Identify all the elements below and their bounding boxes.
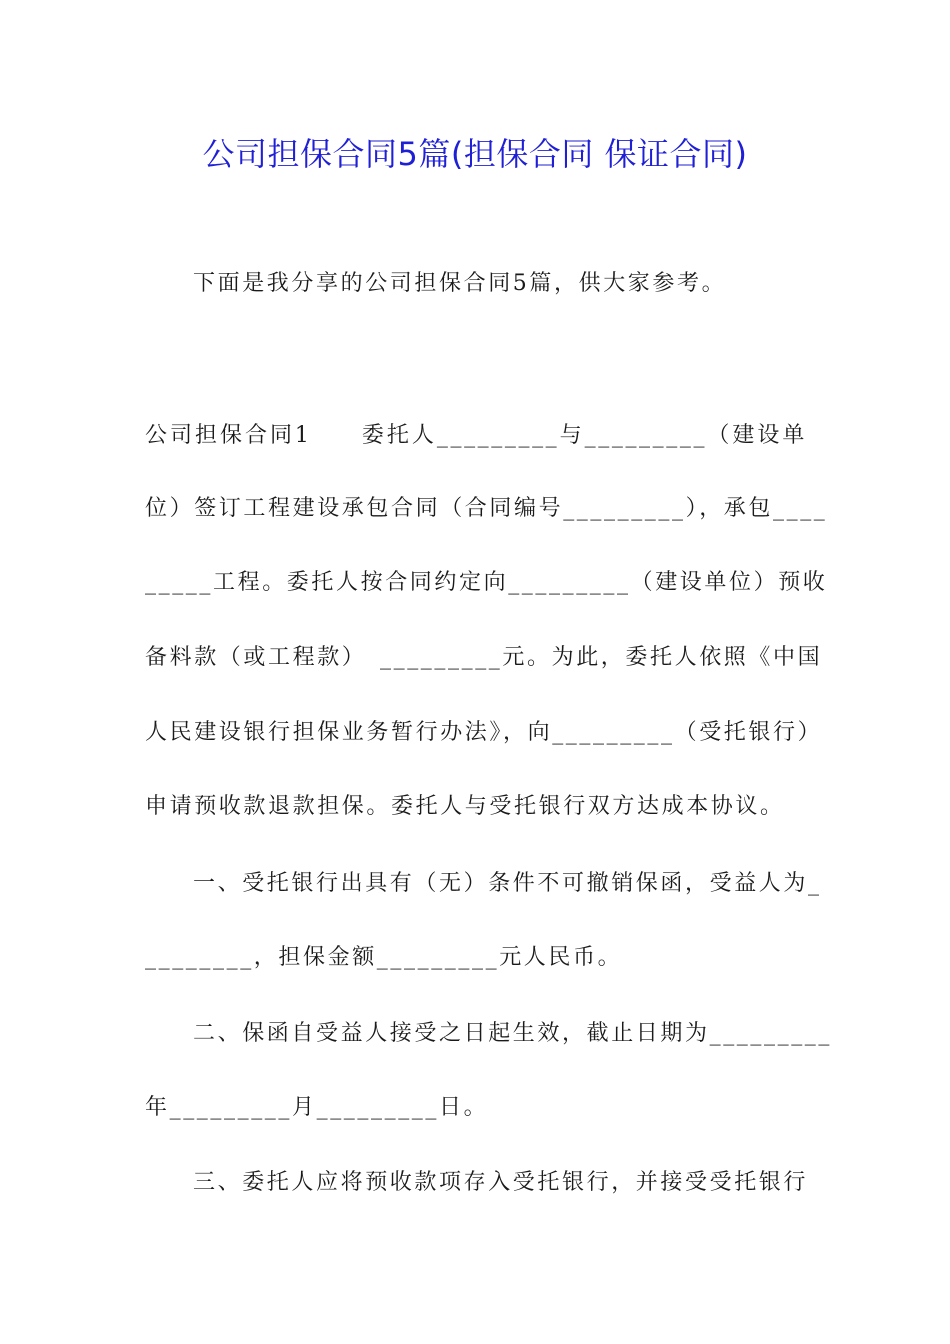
- clause-2-line-2: 年_________月_________日。: [145, 1095, 489, 1120]
- body-line-3: _____工程。委托人按合同约定向_________（建设单位）预收: [145, 570, 828, 595]
- clause-1-line-2: ________，担保金额_________元人民币。: [145, 945, 623, 970]
- body-line-5: 人民建设银行担保业务暂行办法》，向_________（受托银行）: [145, 720, 823, 745]
- clause-2-line-1: 二、保函自受益人接受之日起生效，截止日期为_________: [193, 1021, 833, 1046]
- intro-paragraph: 下面是我分享的公司担保合同5篇，供大家参考。: [193, 271, 727, 296]
- clause-3-line-1: 三、委托人应将预收款项存入受托银行，并接受受托银行: [193, 1170, 809, 1195]
- body-line-6: 申请预收款退款担保。委托人与受托银行双方达成本协议。: [145, 794, 785, 819]
- body-line-2: 位）签订工程建设承包合同（合同编号_________），承包____: [145, 496, 828, 521]
- body-line-1: 公司担保合同1 委托人_________与_________（建设单: [145, 423, 807, 448]
- body-line-4: 备料款（或工程款） _________元。为此，委托人依照《中国: [145, 645, 823, 670]
- clause-1-line-1: 一、受托银行出具有（无）条件不可撤销保函，受益人为_: [193, 871, 822, 896]
- document-title: 公司担保合同5篇(担保合同 保证合同): [202, 135, 748, 173]
